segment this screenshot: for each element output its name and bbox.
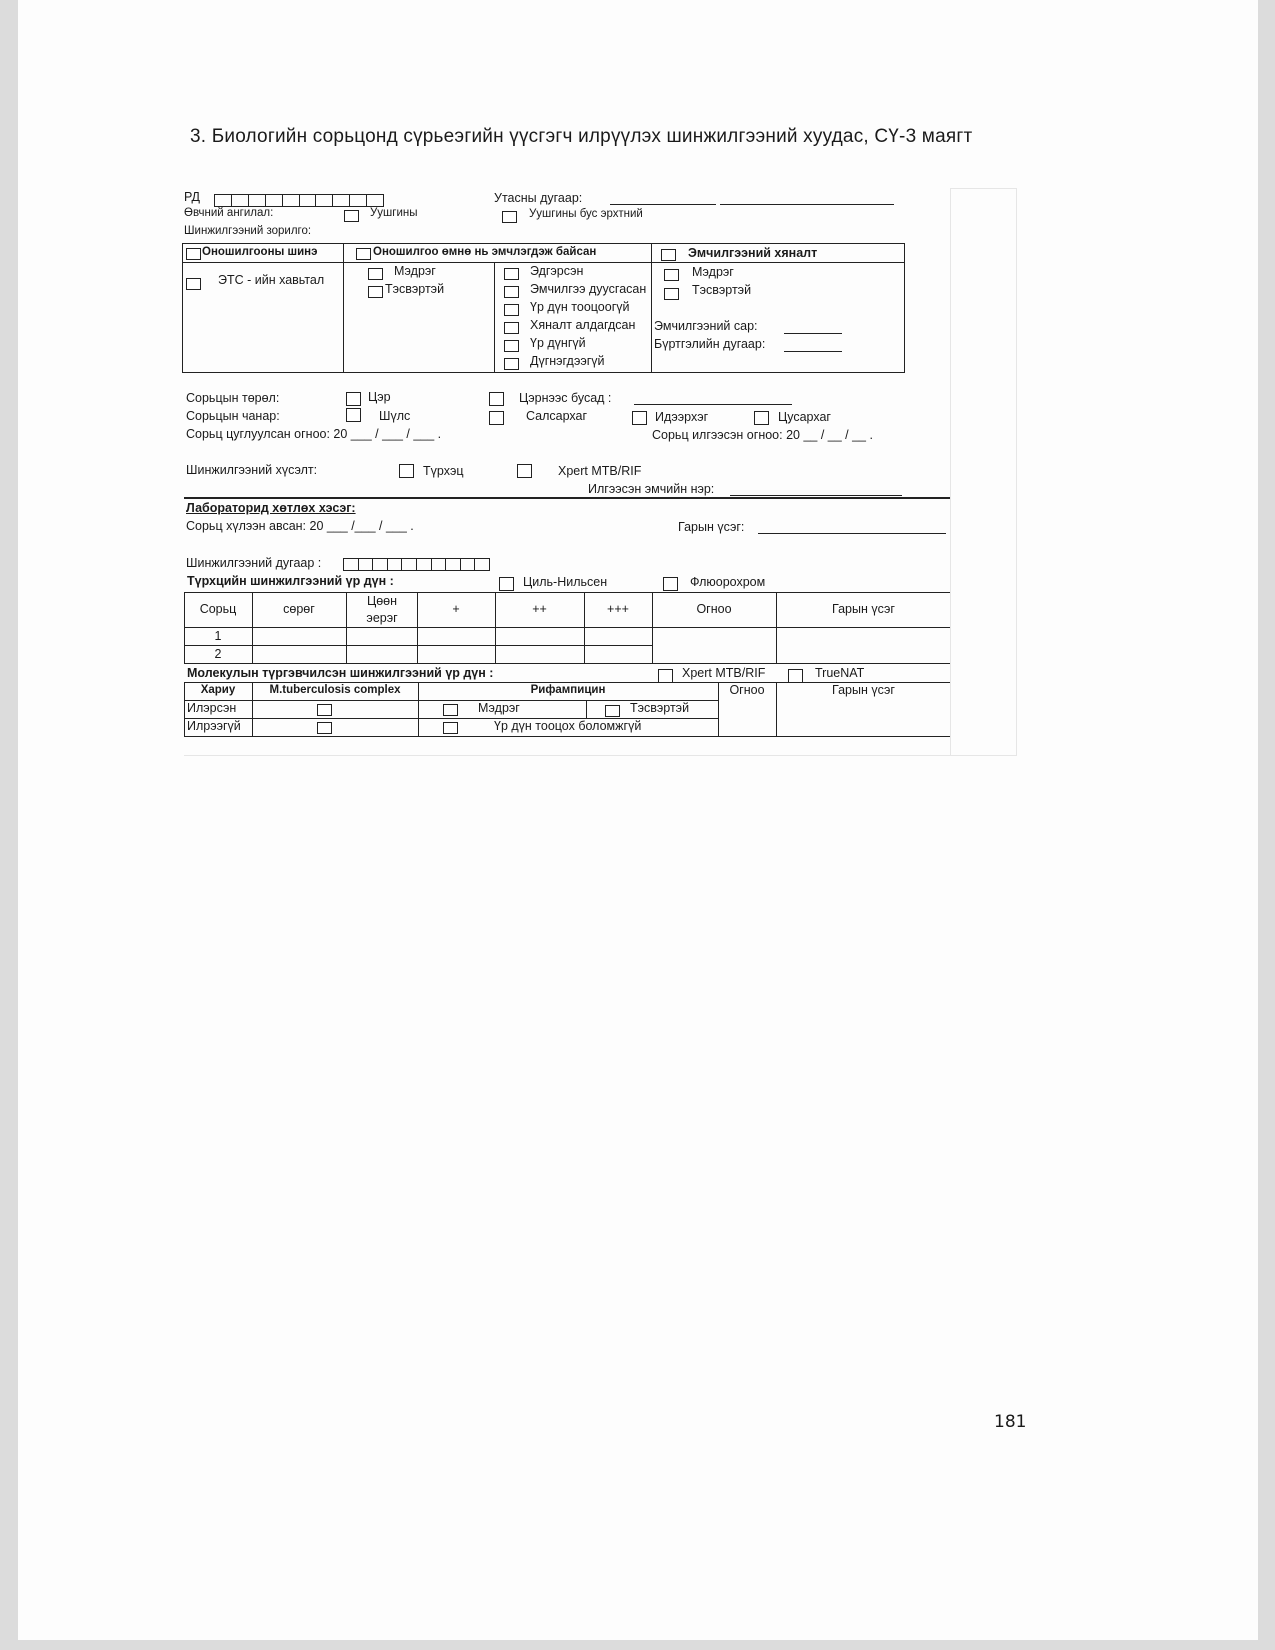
test-number-cells[interactable] — [343, 558, 490, 571]
contact-checkbox[interactable] — [186, 278, 201, 290]
smear-row-2: 2 — [214, 647, 222, 661]
smear-request-checkbox[interactable] — [399, 464, 414, 478]
truenat-checkbox[interactable] — [788, 669, 803, 683]
form-title: 3. Биологийн сорьцонд сүрьеэгийн үүсгэгч илрүүлэх шинжилгээний хуудас, СҮ-3 маягт — [190, 126, 973, 147]
smear-col-specimen: Сорьц — [199, 602, 237, 616]
pulmonary-checkbox[interactable] — [344, 210, 359, 222]
monitor-sensitive-checkbox[interactable] — [664, 269, 679, 281]
molecular-results-heading: Молекулын түргэвчилсэн шинжилгээний үр дүн : — [187, 666, 494, 680]
previously-treated-header: Оношилгоо өмнө нь эмчлэгдэж байсан — [373, 246, 597, 258]
mucous-checkbox[interactable] — [489, 411, 504, 425]
detected-label: Илэрсэн — [187, 701, 237, 715]
prev-resistant-checkbox[interactable] — [368, 286, 383, 298]
phone-label: Утасны дугаар: — [494, 191, 583, 205]
mucous-label: Салсархаг — [526, 409, 588, 423]
prev-sensitive-checkbox[interactable] — [368, 268, 383, 280]
purulent-label: Идээрхэг — [655, 410, 709, 424]
treatment-monitoring-checkbox[interactable] — [661, 249, 676, 261]
smear-col-plus2: ++ — [532, 602, 547, 616]
patient-category-label: Өвчний ангилал: — [184, 207, 274, 219]
phone-field-2[interactable] — [720, 204, 894, 205]
extrapulmonary-checkbox[interactable] — [502, 211, 517, 223]
truenat-label: TrueNAT — [815, 666, 865, 680]
rif-resistant-checkbox[interactable] — [605, 705, 620, 717]
purulent-checkbox[interactable] — [632, 411, 647, 425]
rd-input-cells[interactable] — [214, 194, 384, 207]
received-date-label: Сорьц хүлээн авсан: 20 ___ /___ / ___ . — [186, 519, 414, 533]
request-label: Шинжилгээний хүсэлт: — [186, 463, 318, 477]
smear-col-scanty: Цөөн эерэг — [366, 594, 398, 625]
rif-indeterminate-label: Үр дүн тооцох боломжгүй — [494, 719, 642, 733]
mtb-not-detected-checkbox[interactable] — [317, 722, 332, 734]
saliva-label: Шүлс — [379, 409, 411, 423]
fluorochrome-label: Флюорохром — [690, 575, 766, 589]
smear-request-label: Түрхэц — [423, 464, 464, 478]
section-divider — [184, 497, 950, 499]
contact-label: ЭТС - ийн хавьтал — [218, 273, 325, 287]
outcome-not-evaluated-label: Үр дүн тооцоогүй — [530, 300, 630, 314]
zn-checkbox[interactable] — [499, 577, 514, 591]
outcome-cured-label: Эдгэрсэн — [530, 264, 584, 278]
not-detected-label: Илрээгүй — [187, 719, 241, 733]
new-diagnosis-checkbox[interactable] — [186, 248, 201, 260]
xpert-result-checkbox[interactable] — [658, 669, 673, 683]
prev-sensitive-label: Мэдрэг — [394, 264, 436, 278]
doctor-name-label: Илгээсэн эмчийн нэр: — [588, 482, 715, 496]
lab-section-heading: Лабораторид хөтлөх хэсэг: — [186, 501, 356, 515]
bloody-checkbox[interactable] — [754, 411, 769, 425]
outcome-lost-label: Хяналт алдагдсан — [530, 318, 636, 332]
sputum-checkbox[interactable] — [346, 392, 361, 406]
mtb-detected-checkbox[interactable] — [317, 704, 332, 716]
scan-artifact — [950, 188, 951, 756]
specimen-type-label: Сорьцын төрөл: — [186, 391, 280, 405]
other-specimen-checkbox[interactable] — [489, 392, 504, 406]
other-specimen-field[interactable] — [634, 404, 792, 405]
monitor-sensitive-label: Мэдрэг — [692, 265, 734, 279]
treatment-month-field[interactable] — [784, 333, 842, 334]
mol-col-result: Хариу — [200, 684, 236, 696]
doctor-name-field[interactable] — [730, 495, 902, 496]
outcome-failed-checkbox[interactable] — [504, 340, 519, 352]
sent-date-label: Сорьц илгээсэн огноо: 20 __ / __ / __ . — [652, 428, 873, 442]
smear-row-1: 1 — [214, 629, 222, 643]
scan-artifact — [1016, 188, 1017, 756]
xpert-request-label: Xpert MTB/RIF — [558, 464, 642, 478]
outcome-completed-checkbox[interactable] — [504, 286, 519, 298]
page-number: 181 — [994, 1412, 1027, 1432]
outcome-not-evaluated-2-label: Дүгнэгдээгүй — [530, 354, 605, 368]
rif-sensitive-checkbox[interactable] — [443, 704, 458, 716]
previously-treated-checkbox[interactable] — [356, 248, 371, 260]
smear-results-heading: Түрхцийн шинжилгээний үр дүн : — [187, 574, 394, 588]
purpose-label: Шинжилгээний зорилго: — [184, 225, 312, 237]
smear-col-negative: сөрөг — [283, 602, 315, 616]
outcome-failed-label: Үр дүнгүй — [530, 336, 586, 350]
mol-col-mtb: M.tuberculosis complex — [269, 684, 401, 696]
outcome-lost-checkbox[interactable] — [504, 322, 519, 334]
smear-col-plus1: + — [452, 602, 460, 616]
smear-col-signature: Гарын үсэг — [832, 602, 895, 616]
outcome-not-evaluated-checkbox[interactable] — [504, 304, 519, 316]
other-specimen-label: Цэрнээс бусад : — [519, 391, 612, 405]
rif-resistant-label: Тэсвэртэй — [630, 701, 690, 715]
zn-label: Циль-Нильсен — [523, 575, 608, 589]
outcome-not-evaluated-2-checkbox[interactable] — [504, 358, 519, 370]
mol-col-date: Огноо — [729, 683, 765, 697]
document-page — [18, 0, 1258, 1640]
specimen-quality-label: Сорьцын чанар: — [186, 409, 280, 423]
lab-signature-field[interactable] — [758, 533, 946, 534]
scan-artifact — [184, 755, 1016, 756]
phone-field-1[interactable] — [610, 204, 716, 205]
extrapulmonary-label: Уушгины бус эрхтний — [529, 208, 643, 220]
treatment-monitoring-header: Эмчилгээний хяналт — [688, 246, 818, 260]
test-number-label: Шинжилгээний дугаар : — [186, 556, 322, 570]
monitor-resistant-label: Тэсвэртэй — [692, 283, 752, 297]
outcome-cured-checkbox[interactable] — [504, 268, 519, 280]
saliva-checkbox[interactable] — [346, 408, 361, 422]
sputum-label: Цэр — [368, 390, 391, 404]
new-diagnosis-header: Оношилгооны шинэ — [202, 246, 318, 258]
treatment-month-label: Эмчилгээний сар: — [654, 319, 758, 333]
rif-indeterminate-checkbox[interactable] — [443, 722, 458, 734]
monitor-resistant-checkbox[interactable] — [664, 288, 679, 300]
smear-col-date: Огноо — [696, 602, 732, 616]
fluorochrome-checkbox[interactable] — [663, 577, 678, 591]
lab-signature-label: Гарын үсэг: — [678, 520, 745, 534]
scan-artifact — [950, 188, 1016, 189]
xpert-request-checkbox[interactable] — [517, 464, 532, 478]
rd-label: РД — [184, 190, 200, 204]
mol-col-rifampicin: Рифампицин — [530, 684, 606, 696]
registration-number-field[interactable] — [784, 351, 842, 352]
smear-col-plus3: +++ — [607, 602, 629, 616]
xpert-result-label: Xpert MTB/RIF — [682, 666, 766, 680]
rif-sensitive-label: Мэдрэг — [478, 701, 520, 715]
pulmonary-label: Уушгины — [370, 207, 418, 219]
outcome-completed-label: Эмчилгээ дуусгасан — [530, 282, 647, 296]
prev-resistant-label: Тэсвэртэй — [385, 282, 445, 296]
collected-date-label: Сорьц цуглуулсан огноо: 20 ___ / ___ / ___ . — [186, 427, 442, 441]
registration-number-label: Бүртгэлийн дугаар: — [654, 337, 766, 351]
mol-col-signature: Гарын үсэг — [832, 683, 895, 697]
bloody-label: Цусархаг — [778, 410, 831, 424]
